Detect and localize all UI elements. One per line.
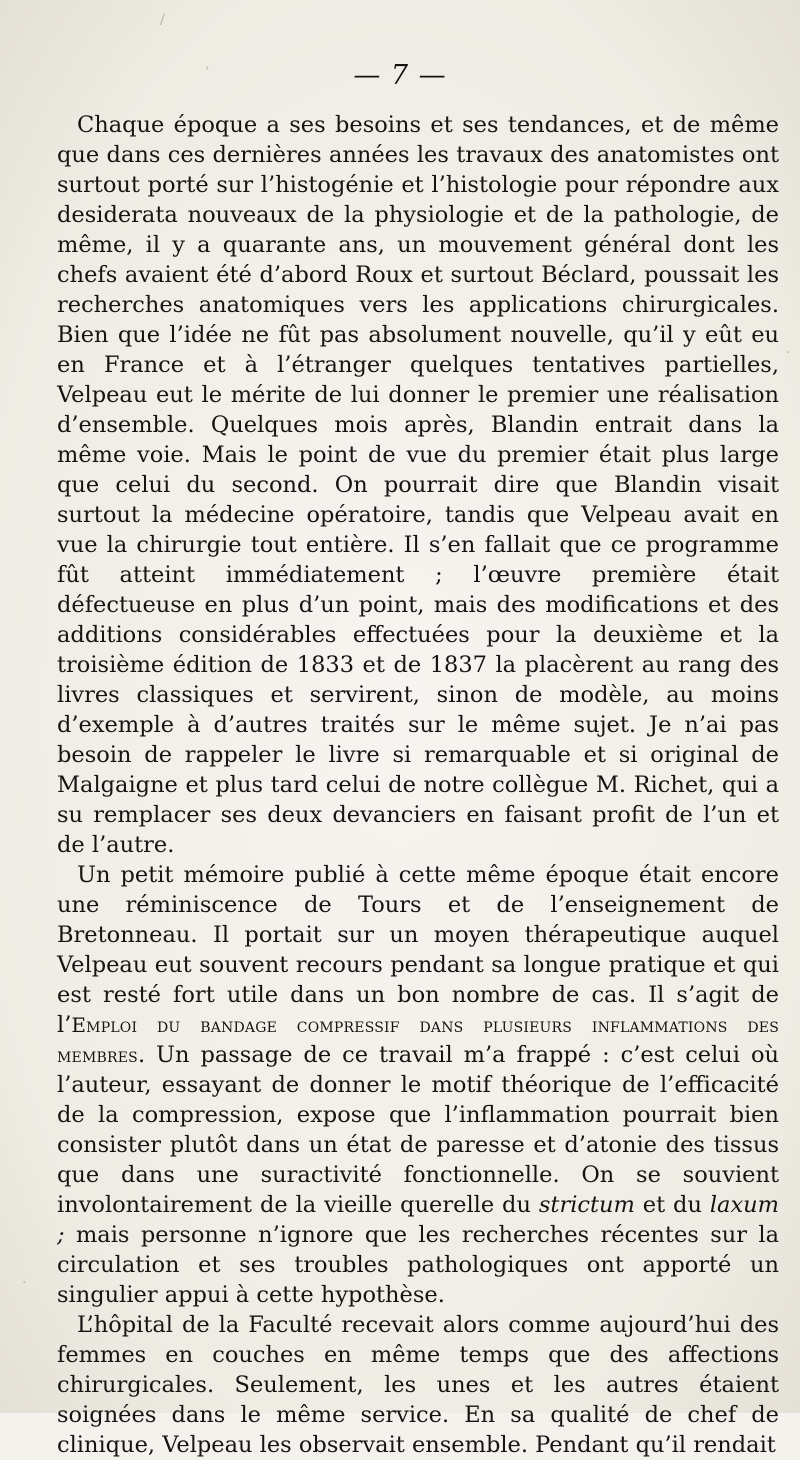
paragraph-2-conjunction: et du xyxy=(634,1192,710,1218)
stray-mark: · xyxy=(786,345,791,361)
page-body xyxy=(57,110,779,1460)
page-number: — 7 — xyxy=(353,60,447,91)
stray-mark: ’ xyxy=(205,65,210,81)
paragraph-2-text-after: mais personne n’ignore que les recherches récentes sur la circulation et ses troubles pathologiques ont apporté un singulier appui à cette hypothèse. xyxy=(57,1222,779,1308)
italic-laxum: laxum ; xyxy=(57,1192,779,1248)
paragraph-2-text-middle: . Un passage de ce travail m’a frappé : c’est celui où l’auteur, essayant de donner le motif théorique de l’efficacité de la compression, expose que l’inflammation pourrait bien consister plutôt dans un état de paresse et d’atonie des tissus que dans une suractivité fonctionnelle. On se souvient involontairement de la vieille querelle du xyxy=(57,1042,779,1218)
paragraph-1: Chaque époque a ses besoins et ses tendances, et de même que dans ces dernières années les travaux des anatomistes ont surtout porté sur l’histogénie et l’histologie pour répondre aux desiderata nouveaux de la physiologie et de la pathologie, de même, il y a quarante ans, un mouvement général dont les chefs avaient été d’abord Roux et surtout Béclard, poussait les recherches anatomiques vers les applications chirurgicales. Bien que l’idée ne fût pas absolument nouvelle, qu’il y eût eu en France et à l’étranger quelques tentatives partielles, Velpeau eut le mérite de lui donner le premier une réalisation d’ensemble. Quelques mois après, Blandin entrait dans la même voie. Mais le point de vue du premier était plus large que celui du second. On pourrait dire que Blandin visait surtout la médecine opératoire, tandis que Velpeau avait en vue la chirurgie tout entière. Il s’en fallait que ce programme fût atteint immédiatement ; l’œuvre première était défectueuse en plus d’un point, mais des modifications et des additions considérables effectuées pour la deuxième et la troisième édition de 1833 et de 1837 la placèrent au rang des livres classiques et servirent, sinon de modèle, au moins d’exemple à d’autres traités sur le même sujet. Je n’ai pas besoin de rappeler le livre si remarquable et si original de Malgaigne et plus tard celui de notre collègue M. Richet, qui a su remplacer ses deux devanciers en faisant profit de l’un et de l’autre. xyxy=(57,112,779,858)
stray-mark: / xyxy=(160,12,165,28)
italic-strictum: strictum xyxy=(538,1192,635,1218)
paragraph-3: L’hôpital de la Faculté recevait alors comme aujourd’hui des femmes en couches en même temps que des affections chirurgicales. Seulement, les unes et les autres étaient soignées dans le même service. En sa qualité de chef de clinique, Velpeau les observait ensemble. Pendant qu’il rendait xyxy=(57,1312,779,1458)
memoir-title: Emploi du bandage compressif dans plusieurs inflammations des membres xyxy=(57,1013,779,1067)
paragraph-2-text-before: Un petit mémoire publié à cette même époque était encore une réminiscence de Tours et de l’enseignement de Bretonneau. Il portait sur un moyen thérapeutique auquel Velpeau eut souvent recours pendant sa longue pratique et qui est resté fort utile dans un bon nombre de cas. Il s’agit de l’ xyxy=(57,862,779,1038)
stray-mark: · xyxy=(22,1275,27,1291)
paragraph-2 xyxy=(57,860,779,1310)
